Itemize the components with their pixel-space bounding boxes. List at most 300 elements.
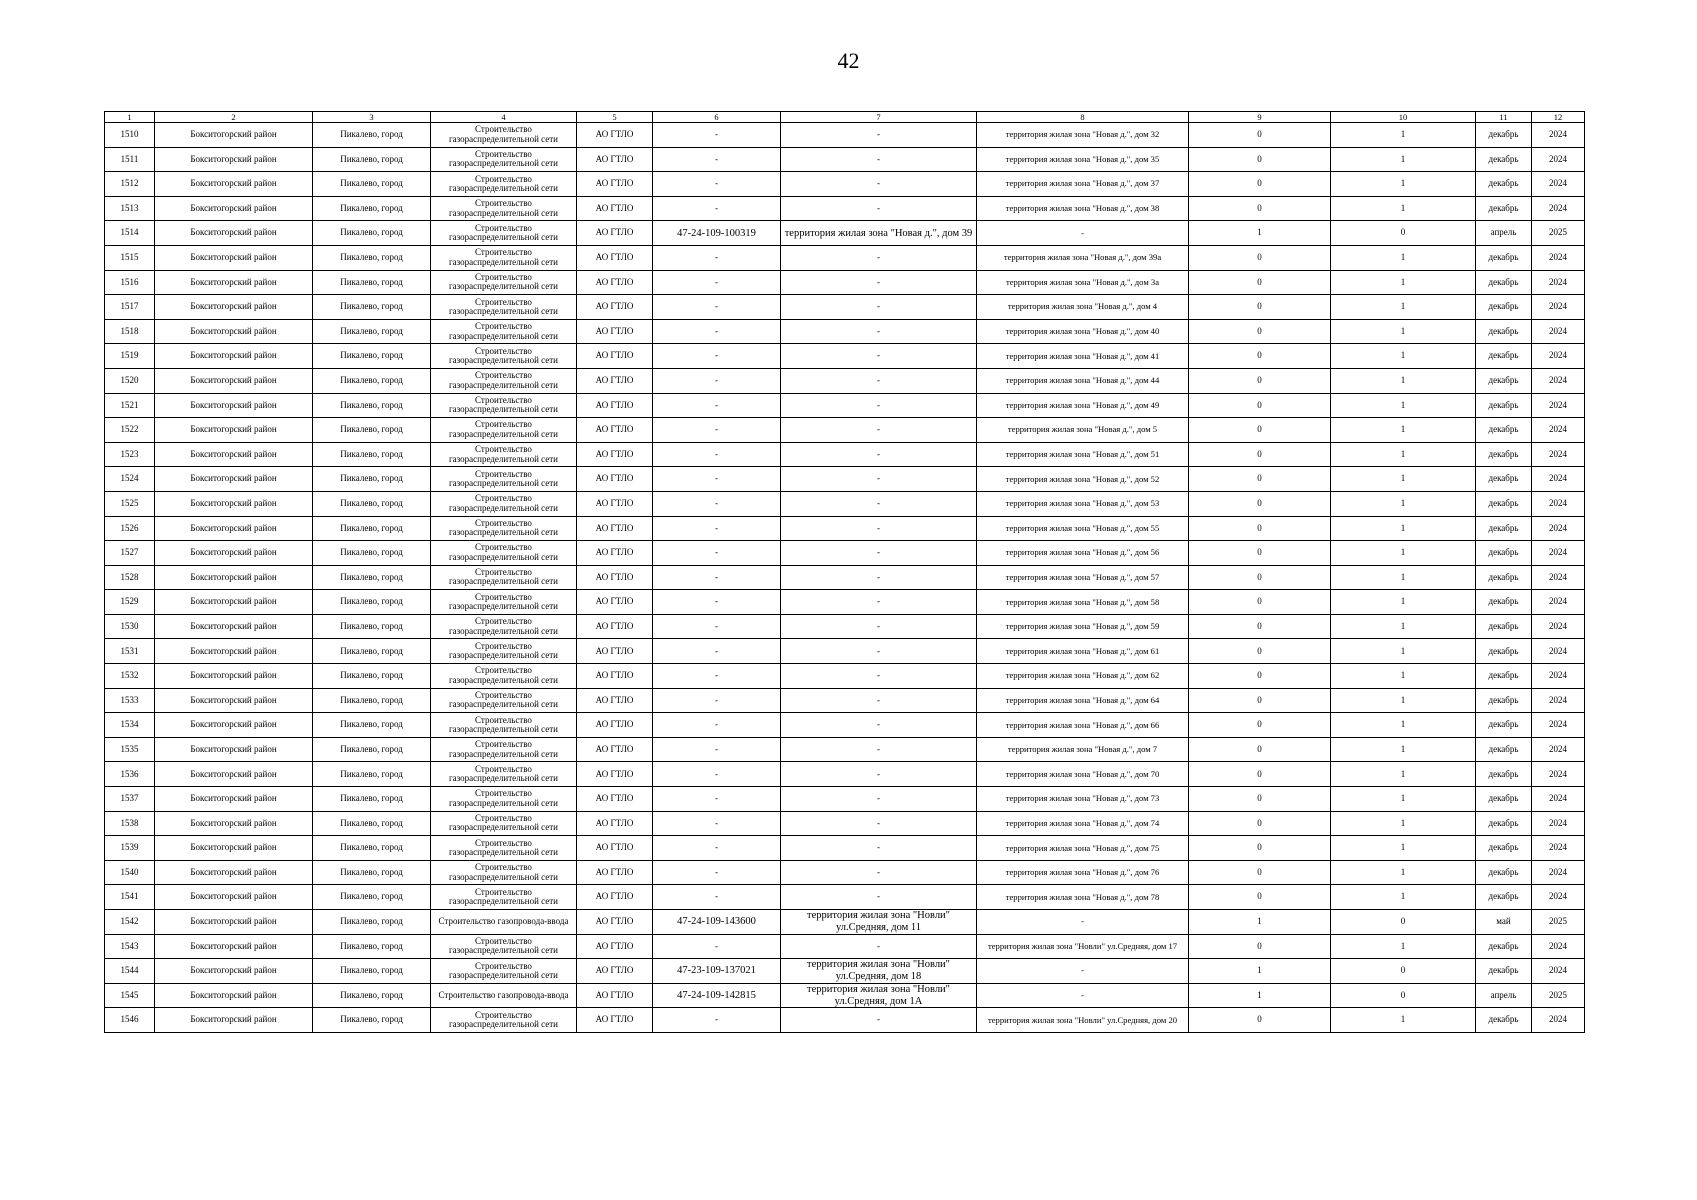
year-cell: 2024 [1532, 491, 1585, 516]
table-row [105, 565, 1585, 590]
count-col9-cell: 0 [1189, 565, 1331, 590]
count-col9-cell: 0 [1189, 590, 1331, 615]
organization-cell: АО ГТЛО [577, 270, 653, 295]
address-alt-cell: территория жилая зона "Новая д.", дом 74 [977, 811, 1189, 836]
district-cell: Бокситогорский район [155, 123, 313, 148]
cadastral-number-cell: - [653, 368, 781, 393]
work-type-cell: Строительство газораспределительной сети [431, 418, 577, 443]
year-cell: 2025 [1532, 221, 1585, 246]
locality-cell: Пикалево, город [313, 1008, 431, 1033]
table-row [105, 959, 1585, 984]
work-type-cell: Строительство газораспределительной сети [431, 245, 577, 270]
address-cell: - [781, 270, 977, 295]
count-col10-cell: 0 [1331, 959, 1476, 984]
year-cell: 2024 [1532, 123, 1585, 148]
count-col9-cell: 0 [1189, 787, 1331, 812]
data-table [104, 111, 1585, 1033]
work-type-cell: Строительство газораспределительной сети [431, 123, 577, 148]
month-cell: декабрь [1476, 467, 1532, 492]
district-cell: Бокситогорский район [155, 1008, 313, 1033]
table-row [105, 196, 1585, 221]
table-row [105, 614, 1585, 639]
row-number-cell: 1517 [105, 295, 155, 320]
count-col9-cell: 0 [1189, 295, 1331, 320]
organization-cell: АО ГТЛО [577, 245, 653, 270]
address-cell: - [781, 860, 977, 885]
address-cell: - [781, 737, 977, 762]
district-cell: Бокситогорский район [155, 295, 313, 320]
year-cell: 2024 [1532, 860, 1585, 885]
year-cell: 2024 [1532, 368, 1585, 393]
month-cell: декабрь [1476, 418, 1532, 443]
locality-cell: Пикалево, город [313, 811, 431, 836]
organization-cell: АО ГТЛО [577, 491, 653, 516]
row-number-cell: 1535 [105, 737, 155, 762]
work-type-cell: Строительство газораспределительной сети [431, 516, 577, 541]
organization-cell: АО ГТЛО [577, 565, 653, 590]
month-cell: декабрь [1476, 836, 1532, 861]
work-type-cell: Строительство газораспределительной сети [431, 491, 577, 516]
work-type-cell: Строительство газораспределительной сети [431, 541, 577, 566]
district-cell: Бокситогорский район [155, 368, 313, 393]
table-row [105, 319, 1585, 344]
column-header: 9 [1189, 112, 1331, 123]
cadastral-number-cell: - [653, 885, 781, 910]
address-cell: - [781, 541, 977, 566]
address-alt-cell: территория жилая зона "Новая д.", дом 64 [977, 688, 1189, 713]
address-cell: - [781, 614, 977, 639]
cadastral-number-cell: - [653, 688, 781, 713]
count-col10-cell: 1 [1331, 885, 1476, 910]
month-cell: декабрь [1476, 393, 1532, 418]
locality-cell: Пикалево, город [313, 442, 431, 467]
table-row [105, 368, 1585, 393]
count-col9-cell: 0 [1189, 836, 1331, 861]
year-cell: 2024 [1532, 737, 1585, 762]
row-number-cell: 1513 [105, 196, 155, 221]
locality-cell: Пикалево, город [313, 910, 431, 935]
count-col10-cell: 0 [1331, 221, 1476, 246]
work-type-cell: Строительство газораспределительной сети [431, 467, 577, 492]
month-cell: декабрь [1476, 1008, 1532, 1033]
cadastral-number-cell: - [653, 172, 781, 197]
cadastral-number-cell: - [653, 344, 781, 369]
year-cell: 2024 [1532, 590, 1585, 615]
address-alt-cell: территория жилая зона "Новая д.", дом 51 [977, 442, 1189, 467]
work-type-cell: Строительство газораспределительной сети [431, 787, 577, 812]
work-type-cell: Строительство газораспределительной сети [431, 393, 577, 418]
locality-cell: Пикалево, город [313, 270, 431, 295]
count-col9-cell: 0 [1189, 123, 1331, 148]
district-cell: Бокситогорский район [155, 713, 313, 738]
column-header: 2 [155, 112, 313, 123]
cadastral-number-cell: - [653, 393, 781, 418]
work-type-cell: Строительство газопровода-ввода [431, 983, 577, 1008]
organization-cell: АО ГТЛО [577, 836, 653, 861]
locality-cell: Пикалево, город [313, 737, 431, 762]
year-cell: 2024 [1532, 762, 1585, 787]
month-cell: декабрь [1476, 590, 1532, 615]
count-col10-cell: 1 [1331, 590, 1476, 615]
count-col9-cell: 1 [1189, 959, 1331, 984]
address-cell: - [781, 885, 977, 910]
district-cell: Бокситогорский район [155, 393, 313, 418]
column-header: 7 [781, 112, 977, 123]
address-cell: - [781, 245, 977, 270]
district-cell: Бокситогорский район [155, 147, 313, 172]
district-cell: Бокситогорский район [155, 541, 313, 566]
cadastral-number-cell: - [653, 541, 781, 566]
cadastral-number-cell: - [653, 737, 781, 762]
cadastral-number-cell: - [653, 639, 781, 664]
year-cell: 2024 [1532, 541, 1585, 566]
count-col9-cell: 0 [1189, 344, 1331, 369]
table-row [105, 245, 1585, 270]
month-cell: декабрь [1476, 319, 1532, 344]
column-header: 6 [653, 112, 781, 123]
column-header: 3 [313, 112, 431, 123]
address-alt-cell: территория жилая зона "Новая д.", дом 56 [977, 541, 1189, 566]
month-cell: декабрь [1476, 787, 1532, 812]
count-col9-cell: 1 [1189, 983, 1331, 1008]
count-col10-cell: 1 [1331, 664, 1476, 689]
year-cell: 2024 [1532, 147, 1585, 172]
count-col9-cell: 0 [1189, 688, 1331, 713]
count-col10-cell: 1 [1331, 860, 1476, 885]
row-number-cell: 1519 [105, 344, 155, 369]
locality-cell: Пикалево, город [313, 836, 431, 861]
month-cell: декабрь [1476, 196, 1532, 221]
district-cell: Бокситогорский район [155, 467, 313, 492]
organization-cell: АО ГТЛО [577, 123, 653, 148]
cadastral-number-cell: - [653, 245, 781, 270]
count-col10-cell: 1 [1331, 196, 1476, 221]
year-cell: 2024 [1532, 664, 1585, 689]
address-alt-cell: территория жилая зона "Новая д.", дом 5 [977, 418, 1189, 443]
count-col9-cell: 0 [1189, 639, 1331, 664]
address-cell: - [781, 590, 977, 615]
cadastral-number-cell: - [653, 491, 781, 516]
locality-cell: Пикалево, город [313, 614, 431, 639]
address-alt-cell: территория жилая зона "Новли" ул.Средняя, дом 20 [977, 1008, 1189, 1033]
work-type-cell: Строительство газораспределительной сети [431, 762, 577, 787]
work-type-cell: Строительство газораспределительной сети [431, 959, 577, 984]
district-cell: Бокситогорский район [155, 614, 313, 639]
table-row [105, 467, 1585, 492]
organization-cell: АО ГТЛО [577, 983, 653, 1008]
table-row [105, 983, 1585, 1008]
organization-cell: АО ГТЛО [577, 1008, 653, 1033]
work-type-cell: Строительство газораспределительной сети [431, 811, 577, 836]
cadastral-number-cell: - [653, 787, 781, 812]
count-col10-cell: 1 [1331, 172, 1476, 197]
address-cell: - [781, 393, 977, 418]
month-cell: декабрь [1476, 270, 1532, 295]
row-number-cell: 1524 [105, 467, 155, 492]
count-col10-cell: 1 [1331, 787, 1476, 812]
month-cell: декабрь [1476, 491, 1532, 516]
organization-cell: АО ГТЛО [577, 664, 653, 689]
count-col10-cell: 1 [1331, 442, 1476, 467]
address-alt-cell: территория жилая зона "Новая д.", дом 75 [977, 836, 1189, 861]
address-cell: - [781, 934, 977, 959]
address-alt-cell: территория жилая зона "Новая д.", дом 78 [977, 885, 1189, 910]
month-cell: декабрь [1476, 245, 1532, 270]
organization-cell: АО ГТЛО [577, 787, 653, 812]
district-cell: Бокситогорский район [155, 762, 313, 787]
count-col9-cell: 0 [1189, 811, 1331, 836]
table-row [105, 590, 1585, 615]
locality-cell: Пикалево, город [313, 860, 431, 885]
district-cell: Бокситогорский район [155, 319, 313, 344]
year-cell: 2024 [1532, 442, 1585, 467]
column-number-row [105, 112, 1585, 123]
count-col10-cell: 1 [1331, 245, 1476, 270]
address-cell: - [781, 123, 977, 148]
count-col9-cell: 0 [1189, 737, 1331, 762]
work-type-cell: Строительство газораспределительной сети [431, 196, 577, 221]
organization-cell: АО ГТЛО [577, 614, 653, 639]
locality-cell: Пикалево, город [313, 762, 431, 787]
row-number-cell: 1531 [105, 639, 155, 664]
address-cell: - [781, 1008, 977, 1033]
organization-cell: АО ГТЛО [577, 295, 653, 320]
address-alt-cell: территория жилая зона "Новая д.", дом 40 [977, 319, 1189, 344]
address-alt-cell: территория жилая зона "Новая д.", дом 44 [977, 368, 1189, 393]
year-cell: 2024 [1532, 885, 1585, 910]
count-col9-cell: 0 [1189, 614, 1331, 639]
table-row [105, 172, 1585, 197]
table-row [105, 836, 1585, 861]
cadastral-number-cell: 47-24-109-142815 [653, 983, 781, 1008]
address-cell: - [781, 295, 977, 320]
count-col10-cell: 1 [1331, 541, 1476, 566]
district-cell: Бокситогорский район [155, 983, 313, 1008]
table-row [105, 811, 1585, 836]
district-cell: Бокситогорский район [155, 910, 313, 935]
district-cell: Бокситогорский район [155, 811, 313, 836]
address-alt-cell: территория жилая зона "Новая д.", дом 53 [977, 491, 1189, 516]
organization-cell: АО ГТЛО [577, 319, 653, 344]
count-col10-cell: 1 [1331, 934, 1476, 959]
address-cell: - [781, 442, 977, 467]
address-cell: - [781, 762, 977, 787]
count-col9-cell: 0 [1189, 467, 1331, 492]
table-body [105, 123, 1585, 1033]
count-col10-cell: 0 [1331, 983, 1476, 1008]
address-alt-cell: территория жилая зона "Новая д.", дом 66 [977, 713, 1189, 738]
count-col10-cell: 1 [1331, 639, 1476, 664]
cadastral-number-cell: 47-24-109-143600 [653, 910, 781, 935]
table-row [105, 516, 1585, 541]
organization-cell: АО ГТЛО [577, 344, 653, 369]
count-col9-cell: 0 [1189, 860, 1331, 885]
address-alt-cell: территория жилая зона "Новли" ул.Средняя, дом 17 [977, 934, 1189, 959]
locality-cell: Пикалево, город [313, 319, 431, 344]
row-number-cell: 1510 [105, 123, 155, 148]
table-row [105, 1008, 1585, 1033]
locality-cell: Пикалево, город [313, 196, 431, 221]
work-type-cell: Строительство газораспределительной сети [431, 565, 577, 590]
count-col9-cell: 0 [1189, 491, 1331, 516]
row-number-cell: 1525 [105, 491, 155, 516]
year-cell: 2024 [1532, 516, 1585, 541]
cadastral-number-cell: - [653, 467, 781, 492]
address-alt-cell: территория жилая зона "Новая д.", дом 52 [977, 467, 1189, 492]
row-number-cell: 1529 [105, 590, 155, 615]
year-cell: 2024 [1532, 172, 1585, 197]
address-alt-cell: территория жилая зона "Новая д.", дом 73 [977, 787, 1189, 812]
organization-cell: АО ГТЛО [577, 713, 653, 738]
table-row [105, 221, 1585, 246]
work-type-cell: Строительство газораспределительной сети [431, 368, 577, 393]
district-cell: Бокситогорский район [155, 270, 313, 295]
row-number-cell: 1539 [105, 836, 155, 861]
year-cell: 2024 [1532, 565, 1585, 590]
cadastral-number-cell: - [653, 516, 781, 541]
row-number-cell: 1540 [105, 860, 155, 885]
year-cell: 2024 [1532, 319, 1585, 344]
address-cell: - [781, 467, 977, 492]
table-row [105, 639, 1585, 664]
locality-cell: Пикалево, город [313, 959, 431, 984]
row-number-cell: 1541 [105, 885, 155, 910]
year-cell: 2025 [1532, 910, 1585, 935]
count-col10-cell: 1 [1331, 836, 1476, 861]
count-col10-cell: 1 [1331, 614, 1476, 639]
address-alt-cell: - [977, 983, 1189, 1008]
address-alt-cell: территория жилая зона "Новая д.", дом 49 [977, 393, 1189, 418]
locality-cell: Пикалево, город [313, 467, 431, 492]
month-cell: декабрь [1476, 516, 1532, 541]
row-number-cell: 1521 [105, 393, 155, 418]
organization-cell: АО ГТЛО [577, 442, 653, 467]
table-row [105, 295, 1585, 320]
cadastral-number-cell: - [653, 565, 781, 590]
address-alt-cell: - [977, 221, 1189, 246]
year-cell: 2024 [1532, 836, 1585, 861]
district-cell: Бокситогорский район [155, 688, 313, 713]
year-cell: 2024 [1532, 713, 1585, 738]
district-cell: Бокситогорский район [155, 836, 313, 861]
address-alt-cell: территория жилая зона "Новая д.", дом 39а [977, 245, 1189, 270]
row-number-cell: 1515 [105, 245, 155, 270]
column-header: 5 [577, 112, 653, 123]
month-cell: декабрь [1476, 688, 1532, 713]
address-alt-cell: территория жилая зона "Новая д.", дом 59 [977, 614, 1189, 639]
cadastral-number-cell: - [653, 836, 781, 861]
work-type-cell: Строительство газораспределительной сети [431, 442, 577, 467]
district-cell: Бокситогорский район [155, 787, 313, 812]
month-cell: декабрь [1476, 123, 1532, 148]
table-row [105, 713, 1585, 738]
count-col10-cell: 1 [1331, 368, 1476, 393]
cadastral-number-cell: - [653, 270, 781, 295]
row-number-cell: 1526 [105, 516, 155, 541]
locality-cell: Пикалево, город [313, 934, 431, 959]
work-type-cell: Строительство газораспределительной сети [431, 221, 577, 246]
table-row [105, 737, 1585, 762]
organization-cell: АО ГТЛО [577, 860, 653, 885]
locality-cell: Пикалево, город [313, 245, 431, 270]
locality-cell: Пикалево, город [313, 664, 431, 689]
month-cell: декабрь [1476, 639, 1532, 664]
address-cell: - [781, 565, 977, 590]
address-alt-cell: территория жилая зона "Новая д.", дом 37 [977, 172, 1189, 197]
work-type-cell: Строительство газораспределительной сети [431, 344, 577, 369]
month-cell: декабрь [1476, 885, 1532, 910]
count-col9-cell: 1 [1189, 910, 1331, 935]
address-cell: - [781, 713, 977, 738]
address-alt-cell: территория жилая зона "Новая д.", дом 38 [977, 196, 1189, 221]
district-cell: Бокситогорский район [155, 590, 313, 615]
table-row [105, 344, 1585, 369]
count-col9-cell: 1 [1189, 221, 1331, 246]
cadastral-number-cell: - [653, 934, 781, 959]
address-alt-cell: территория жилая зона "Новая д.", дом 32 [977, 123, 1189, 148]
count-col9-cell: 0 [1189, 172, 1331, 197]
address-cell: - [781, 418, 977, 443]
work-type-cell: Строительство газораспределительной сети [431, 713, 577, 738]
work-type-cell: Строительство газораспределительной сети [431, 172, 577, 197]
organization-cell: АО ГТЛО [577, 959, 653, 984]
address-cell: - [781, 688, 977, 713]
count-col9-cell: 0 [1189, 442, 1331, 467]
month-cell: декабрь [1476, 172, 1532, 197]
locality-cell: Пикалево, город [313, 123, 431, 148]
count-col10-cell: 1 [1331, 147, 1476, 172]
count-col10-cell: 1 [1331, 811, 1476, 836]
count-col9-cell: 0 [1189, 1008, 1331, 1033]
year-cell: 2024 [1532, 344, 1585, 369]
row-number-cell: 1546 [105, 1008, 155, 1033]
table-row [105, 762, 1585, 787]
column-header: 4 [431, 112, 577, 123]
month-cell: апрель [1476, 221, 1532, 246]
organization-cell: АО ГТЛО [577, 418, 653, 443]
address-cell: территория жилая зона "Новли" ул.Средняя, дом 11 [781, 910, 977, 935]
work-type-cell: Строительство газораспределительной сети [431, 860, 577, 885]
count-col9-cell: 0 [1189, 270, 1331, 295]
organization-cell: АО ГТЛО [577, 910, 653, 935]
row-number-cell: 1542 [105, 910, 155, 935]
district-cell: Бокситогорский район [155, 491, 313, 516]
cadastral-number-cell: - [653, 123, 781, 148]
address-cell: - [781, 787, 977, 812]
count-col10-cell: 1 [1331, 762, 1476, 787]
cadastral-number-cell: - [653, 295, 781, 320]
cadastral-number-cell: - [653, 442, 781, 467]
district-cell: Бокситогорский район [155, 442, 313, 467]
table-row [105, 442, 1585, 467]
district-cell: Бокситогорский район [155, 885, 313, 910]
cadastral-number-cell: 47-23-109-137021 [653, 959, 781, 984]
locality-cell: Пикалево, город [313, 418, 431, 443]
district-cell: Бокситогорский район [155, 565, 313, 590]
locality-cell: Пикалево, город [313, 393, 431, 418]
cadastral-number-cell: - [653, 319, 781, 344]
table-row [105, 688, 1585, 713]
row-number-cell: 1533 [105, 688, 155, 713]
cadastral-number-cell: - [653, 147, 781, 172]
row-number-cell: 1518 [105, 319, 155, 344]
row-number-cell: 1537 [105, 787, 155, 812]
month-cell: декабрь [1476, 934, 1532, 959]
month-cell: май [1476, 910, 1532, 935]
organization-cell: АО ГТЛО [577, 688, 653, 713]
district-cell: Бокситогорский район [155, 221, 313, 246]
count-col9-cell: 0 [1189, 418, 1331, 443]
